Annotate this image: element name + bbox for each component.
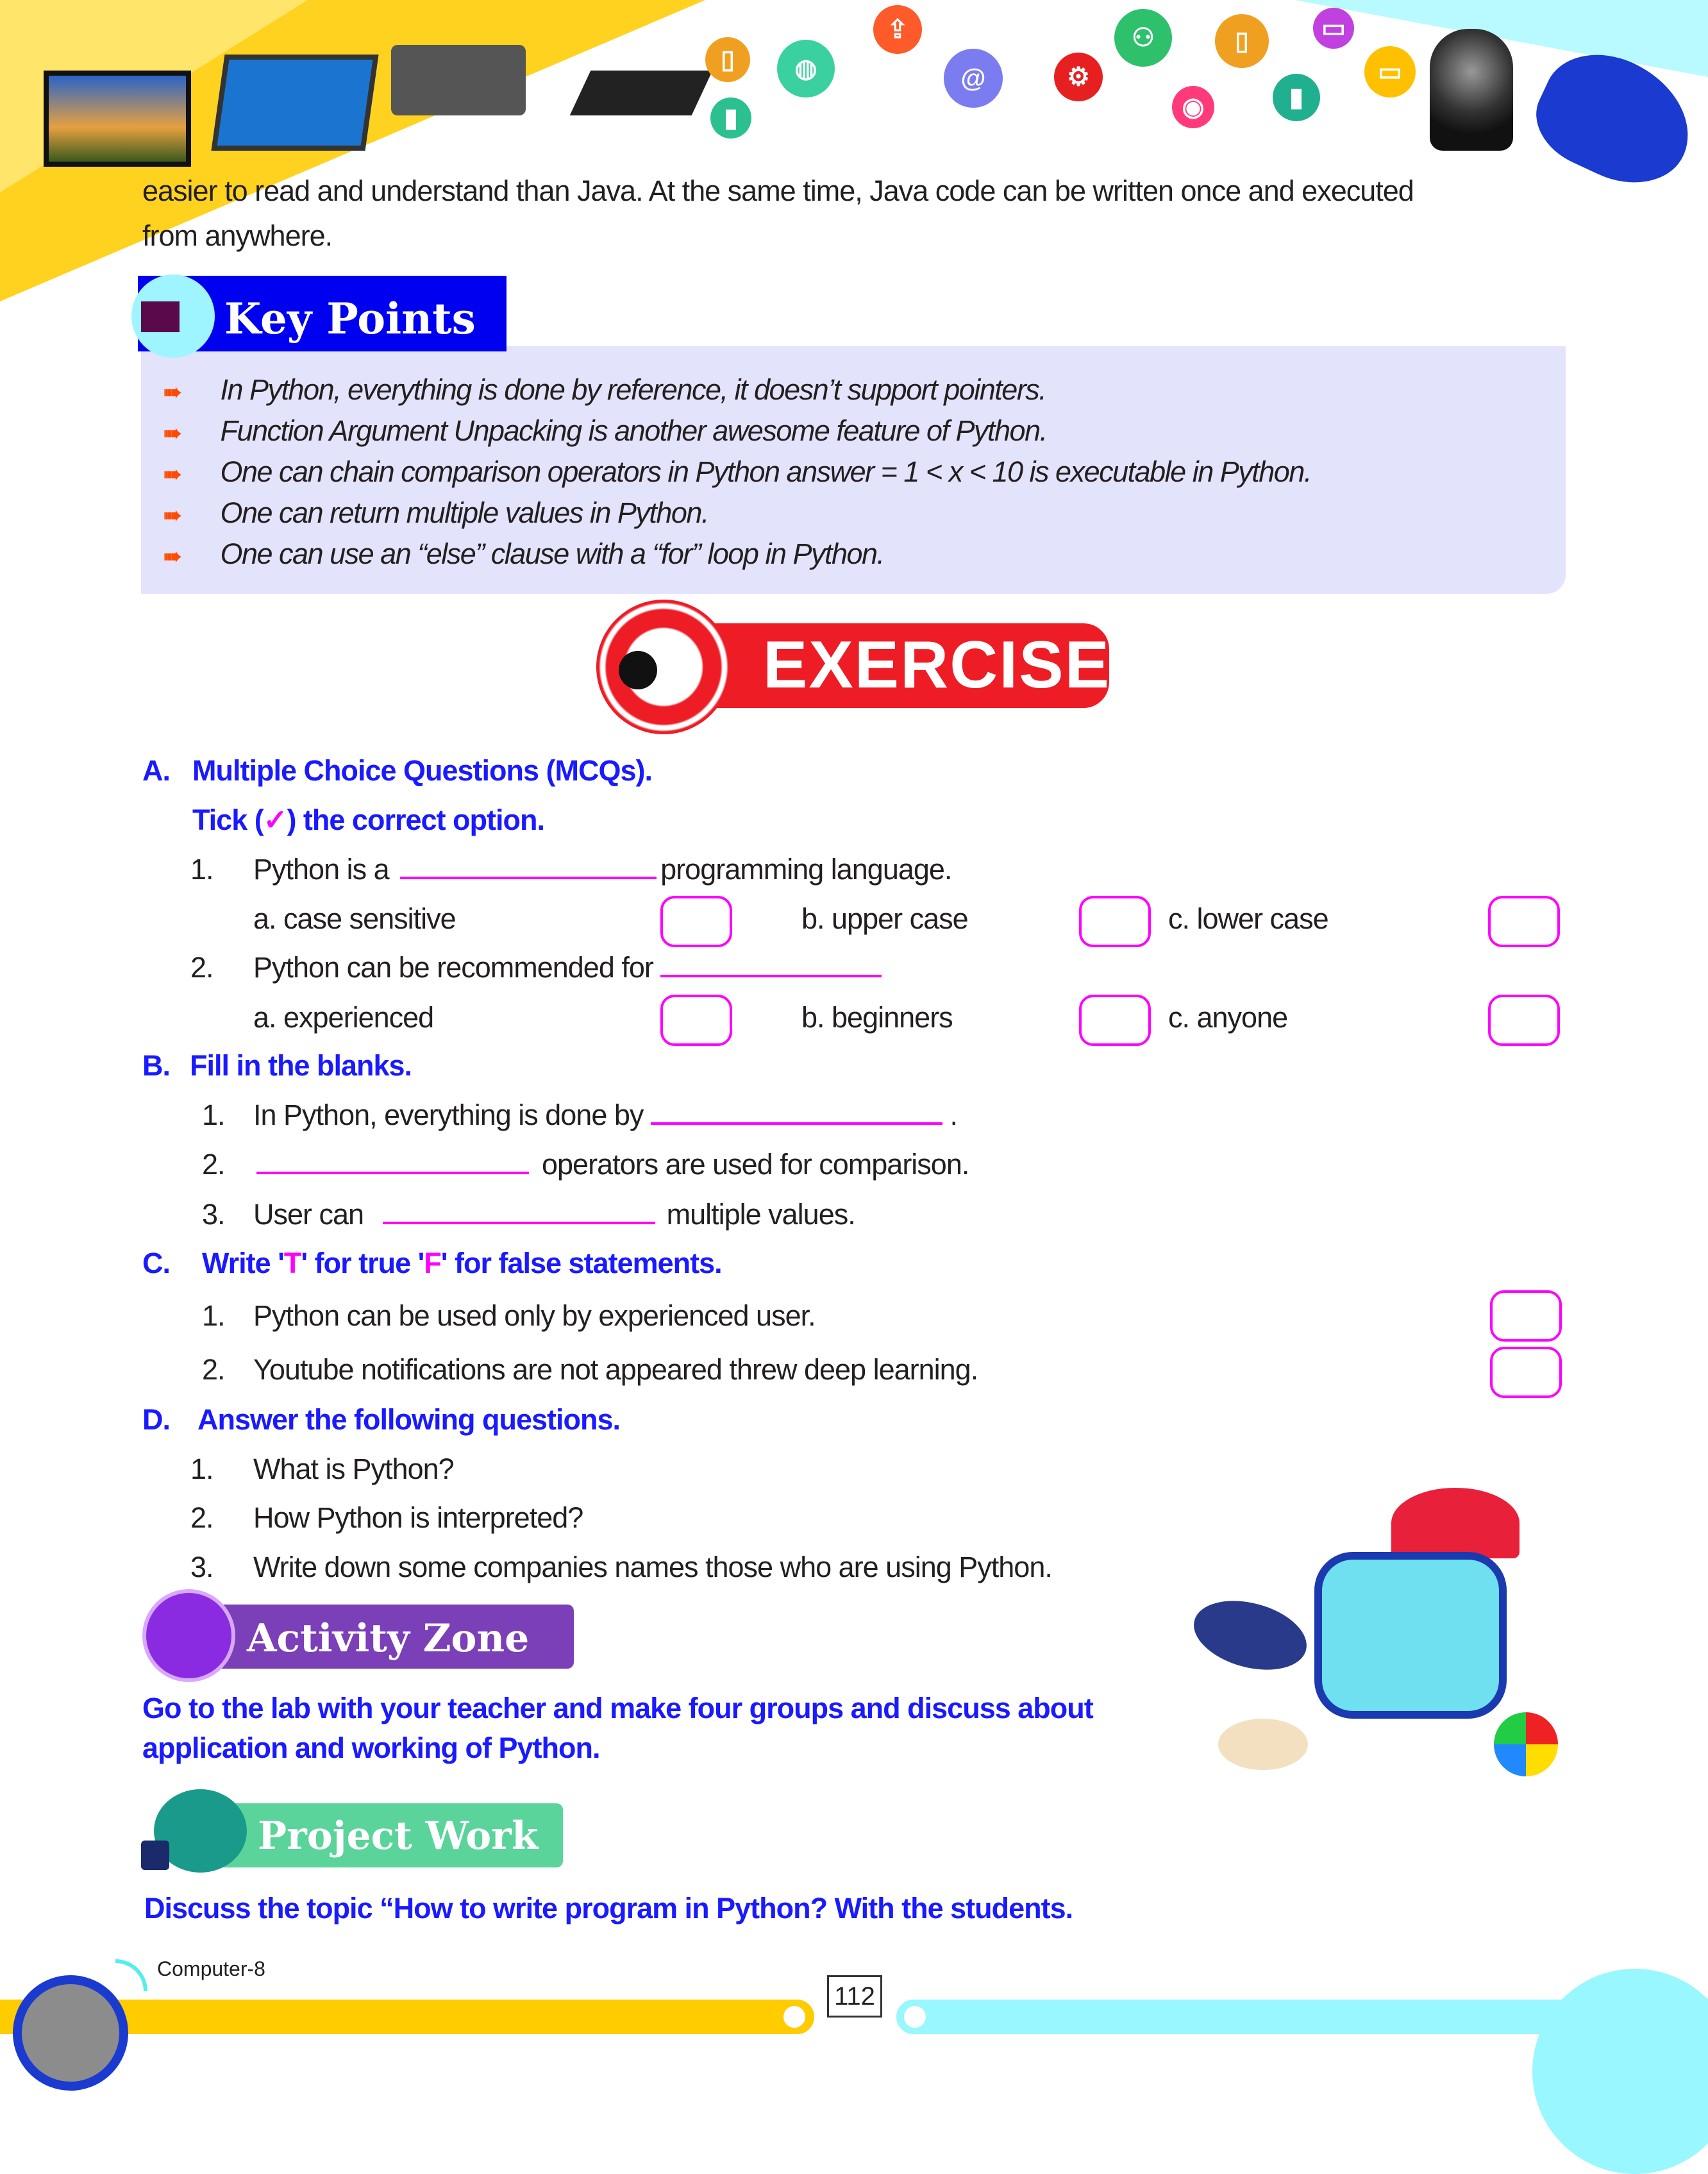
mcq-1-checkbox-b[interactable] (1079, 896, 1151, 947)
key-point-item (163, 455, 1311, 496)
desktop-icon: ▭ (1364, 46, 1416, 97)
mcq-2-checkbox-b[interactable] (1079, 995, 1151, 1046)
q-2-text: How Python is interpreted? (253, 1501, 583, 1534)
mcq-2-num: 2. (190, 951, 214, 984)
fill-1-num: 1. (202, 1099, 225, 1131)
exercise-icon (596, 600, 731, 734)
arrow-icon: ➠ (163, 462, 182, 487)
instruction-pre: Tick ( (192, 804, 264, 836)
email-icon: @ (944, 49, 1003, 108)
section-b-letter: B. (142, 1049, 170, 1082)
mcq-1-checkbox-a[interactable] (660, 896, 732, 947)
tf-2-text: Youtube notifications are not appeared threw deep learning. (253, 1353, 978, 1386)
project-work-title: Project Work (258, 1814, 539, 1858)
tf-2-num: 2. (202, 1353, 225, 1386)
key-point-item (163, 496, 1311, 537)
title-part: Write ' (202, 1247, 284, 1279)
section-c-letter: C. (142, 1247, 170, 1279)
arrow-icon: ➠ (163, 421, 182, 446)
folder-icon: ▭ (1313, 8, 1354, 49)
mcq-2-question (253, 951, 882, 984)
fill-text: User can (253, 1198, 364, 1231)
answer-blank[interactable] (400, 877, 657, 879)
megaphone-shape (141, 301, 180, 332)
fill-1 (253, 1099, 957, 1132)
palette (1218, 1719, 1308, 1770)
laptop-image (211, 55, 378, 151)
project-text: Discuss the topic “How to write program in Python? With the students. (144, 1892, 1073, 1925)
hat (1391, 1488, 1520, 1558)
mcq-1-option-a: a. case sensitive (253, 902, 456, 935)
question-text: Python can be recommended for (253, 951, 653, 984)
tf-1-num: 1. (202, 1299, 225, 1332)
exercise-title: EXERCISE (763, 628, 1110, 702)
q-3-text: Write down some companies names those who are using Python. (253, 1551, 1052, 1583)
key-point-text: One can return multiple values in Python. (220, 496, 708, 529)
mcq-1-option-b: b. upper case (801, 902, 968, 935)
fill-text: In Python, everything is done by (253, 1099, 644, 1131)
scanner-image (570, 71, 713, 115)
tf-2-answer-box[interactable] (1490, 1347, 1562, 1398)
fill-text-end: operators are used for comparison. (542, 1148, 969, 1181)
section-a-instruction (192, 803, 544, 837)
mcq-2-option-b: b. beginners (801, 1001, 953, 1034)
answer-blank[interactable] (660, 975, 882, 977)
q-3-num: 3. (190, 1551, 214, 1583)
mouse-icon-2: ▯ (1215, 14, 1269, 68)
mcq-1-checkbox-c[interactable] (1488, 896, 1560, 947)
key-point-item (163, 373, 1311, 414)
lock-icon (141, 1841, 169, 1870)
mcq-2-option-a: a. experienced (253, 1001, 434, 1034)
fill-3 (253, 1198, 855, 1231)
arrow-icon: ➠ (163, 380, 182, 405)
fill-2 (256, 1148, 969, 1181)
activity-zone-title: Activity Zone (247, 1616, 530, 1661)
fill-3-num: 3. (202, 1198, 225, 1231)
instruction-post: ) the correct option. (287, 804, 544, 836)
top-banner (0, 0, 1708, 186)
q-1-num: 1. (190, 1453, 214, 1485)
arrow-icon: ➠ (163, 503, 182, 528)
mcq-1-question (253, 853, 951, 886)
fill-text-end: . (950, 1099, 957, 1131)
answer-blank[interactable] (383, 1222, 655, 1224)
monitor-image (44, 71, 191, 167)
footer-yellow-dot (783, 2006, 805, 2028)
fill-2-num: 2. (202, 1148, 225, 1181)
bar-chart-icon: ▮ (1273, 74, 1320, 121)
q-1-text: What is Python? (253, 1453, 454, 1485)
key-point-text: One can chain comparison operators in Python answer = 1 < x < 10 is executable in Python. (220, 455, 1311, 488)
answer-blank[interactable] (256, 1172, 529, 1174)
printer-image (391, 45, 526, 115)
globe-icon: ◍ (777, 40, 835, 97)
mcq-1-num: 1. (190, 853, 214, 886)
keyboard-icon (619, 651, 657, 689)
tf-1-text: Python can be used only by experienced user. (253, 1299, 816, 1332)
ball (1494, 1712, 1558, 1776)
webcam-image (1430, 29, 1513, 151)
page-number: 112 (834, 1982, 875, 2010)
question-text: Python is a (253, 853, 389, 886)
section-a-title: Multiple Choice Questions (MCQs). (192, 754, 653, 787)
question-text-end: programming language. (660, 853, 952, 886)
mcq-2-checkbox-a[interactable] (660, 995, 732, 1046)
mcq-1-option-c: c. lower case (1168, 902, 1328, 935)
key-point-text: One can use an “else” clause with a “for” loop in Python. (220, 537, 884, 570)
section-b-title: Fill in the blanks. (190, 1049, 412, 1082)
false-letter: F (424, 1247, 441, 1279)
page-number-box (827, 1975, 882, 2018)
section-a-letter: A. (142, 754, 170, 787)
key-point-item (163, 414, 1311, 455)
mouse-icon: ▯ (705, 37, 750, 82)
mcq-2-option-c: c. anyone (1168, 1001, 1288, 1034)
answer-blank[interactable] (651, 1122, 942, 1125)
tick-icon: ✓ (263, 804, 287, 836)
key-point-item (163, 537, 1311, 578)
key-points-title: Key Points (224, 294, 476, 344)
title-part: ' for false statements. (440, 1247, 722, 1279)
arrow-icon: ➠ (163, 544, 182, 569)
monitor-face (1314, 1552, 1507, 1719)
activity-icon (142, 1589, 235, 1682)
footer-book-name: Computer-8 (157, 1957, 265, 1980)
q-2-num: 2. (190, 1501, 214, 1534)
section-c-title (202, 1247, 722, 1280)
computer-character-illustration (1180, 1488, 1584, 1789)
true-letter: T (283, 1247, 301, 1279)
intro-line-2: from anywhere. (142, 219, 333, 252)
title-part: ' for true ' (301, 1247, 424, 1279)
key-point-text: Function Argument Unpacking is another awesome feature of Python. (220, 414, 1047, 447)
gear-icon: ⚙ (1054, 53, 1103, 101)
key-point-text: In Python, everything is done by reference, it doesn’t support pointers. (220, 373, 1046, 406)
mcq-2-checkbox-c[interactable] (1488, 995, 1560, 1046)
tf-1-answer-box[interactable] (1490, 1290, 1562, 1342)
activity-line-1: Go to the lab with your teacher and make four groups and discuss about (142, 1692, 1093, 1724)
section-d-title: Answer the following questions. (197, 1403, 621, 1436)
keyboard (1186, 1589, 1314, 1681)
network-icon: ⚇ (1114, 9, 1172, 67)
key-points-list (163, 373, 1311, 578)
fill-text-end: multiple values. (666, 1198, 855, 1231)
satellite-dish-icon (13, 1975, 128, 2091)
upload-icon: ⇪ (873, 5, 922, 54)
chart-icon: ▮ (710, 97, 751, 139)
gamepad-icon: ◉ (1172, 86, 1214, 128)
footer-cyan-dot (904, 2006, 926, 2028)
intro-line-1: easier to read and understand than Java. At the same time, Java code can be written once and executed (142, 174, 1414, 207)
wifi-icon (115, 1959, 147, 1991)
activity-line-2: application and working of Python. (142, 1732, 600, 1764)
section-d-letter: D. (142, 1403, 170, 1436)
